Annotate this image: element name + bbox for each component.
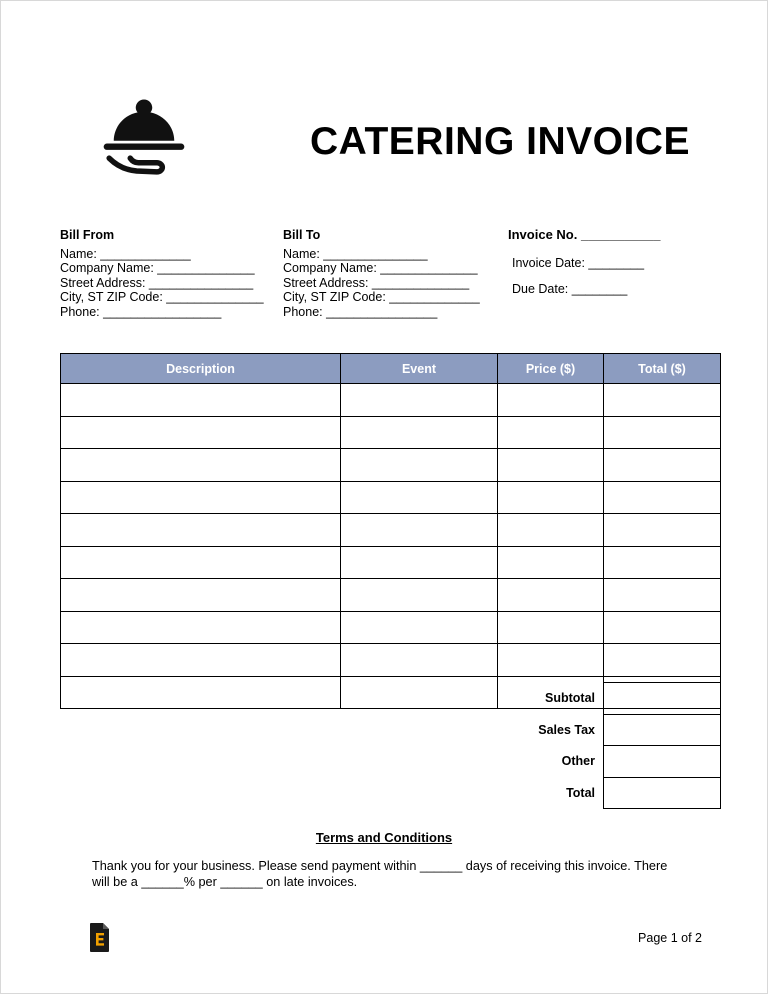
invoice-meta-block [508,228,661,297]
total-label: Total [566,785,595,800]
invoice-header [60,78,708,208]
cell-total[interactable] [604,579,721,612]
cell-event[interactable] [341,676,498,709]
cell-total[interactable] [604,449,721,482]
cell-total[interactable] [604,384,721,417]
page-number: Page 1 of 2 [638,931,702,945]
table-row[interactable] [61,449,721,482]
totals-row-sales-tax [486,714,721,746]
cell-event[interactable] [341,644,498,677]
invoice-number-field[interactable]: Invoice No. ___________ [508,227,661,242]
totals-row-total [486,777,721,809]
invoice-date-field[interactable]: Invoice Date: ________ [512,255,645,270]
cell-description[interactable] [61,384,341,417]
totals-row-subtotal [486,683,721,715]
cell-description[interactable] [61,416,341,449]
subtotal-value[interactable] [604,683,721,715]
table-body [61,384,721,709]
bill-from-name[interactable]: Name: _____________ [60,246,191,261]
bill-to-block [283,228,480,320]
column-header-event: Event [341,354,498,384]
page-title: CATERING INVOICE [310,120,690,163]
bill-from-company[interactable]: Company Name: ______________ [60,261,255,276]
column-header-price: Price ($) [498,354,604,384]
cell-total[interactable] [604,546,721,579]
terms-body: Thank you for your business. Please send payment within ______ days of receiving this invoice. There will be a ______% per ______ on late invoices. [92,859,668,889]
cell-description[interactable] [61,676,341,709]
bill-from-street[interactable]: Street Address: _______________ [60,275,254,290]
line-items-table [60,353,721,709]
column-header-description: Description [61,354,341,384]
other-value[interactable] [604,746,721,778]
cell-price[interactable] [498,579,604,612]
table-row[interactable] [61,546,721,579]
cell-event[interactable] [341,449,498,482]
bill-from-phone[interactable]: Phone: _________________ [60,304,222,319]
cell-price[interactable] [498,449,604,482]
cell-description[interactable] [61,579,341,612]
table-row[interactable] [61,644,721,677]
cell-description[interactable] [61,449,341,482]
cell-total[interactable] [604,514,721,547]
total-value[interactable] [604,777,721,809]
table-row[interactable] [61,384,721,417]
cell-price[interactable] [498,546,604,579]
cell-description[interactable] [61,546,341,579]
catering-cloche-icon [98,94,190,182]
cell-price[interactable] [498,644,604,677]
due-date-field[interactable]: Due Date: ________ [512,282,628,297]
cell-event[interactable] [341,384,498,417]
totals-row-other [486,746,721,778]
cell-event[interactable] [341,416,498,449]
table-row[interactable] [61,611,721,644]
cell-event[interactable] [341,546,498,579]
cell-event[interactable] [341,579,498,612]
subtotal-label: Subtotal [545,691,595,706]
bill-to-city[interactable]: City, ST ZIP Code: _____________ [283,290,480,305]
cell-description[interactable] [61,611,341,644]
totals-table [486,682,721,809]
sales-tax-label: Sales Tax [538,722,595,737]
eforms-document-icon [88,922,112,952]
table-row[interactable] [61,481,721,514]
bill-to-heading: Bill To [283,228,321,242]
cell-price[interactable] [498,514,604,547]
cell-description[interactable] [61,514,341,547]
cell-price[interactable] [498,481,604,514]
cell-price[interactable] [498,611,604,644]
table-row[interactable] [61,514,721,547]
cell-total[interactable] [604,416,721,449]
terms-title: Terms and Conditions [315,830,453,845]
table-row[interactable] [61,579,721,612]
cell-price[interactable] [498,416,604,449]
bill-from-block [60,228,264,320]
cell-total[interactable] [604,644,721,677]
cell-event[interactable] [341,481,498,514]
bill-to-phone[interactable]: Phone: ________________ [283,304,438,319]
cell-event[interactable] [341,514,498,547]
cell-price[interactable] [498,384,604,417]
column-header-total: Total ($) [604,354,721,384]
bill-to-company[interactable]: Company Name: ______________ [283,261,478,276]
cell-description[interactable] [61,481,341,514]
table-row[interactable] [61,416,721,449]
table-header-row [61,354,721,384]
bill-from-heading: Bill From [60,228,115,242]
bill-from-city[interactable]: City, ST ZIP Code: ______________ [60,290,264,305]
bill-to-street[interactable]: Street Address: ______________ [283,275,470,290]
cell-total[interactable] [604,611,721,644]
bill-to-name[interactable]: Name: _______________ [283,246,428,261]
other-label: Other [561,754,595,769]
cell-event[interactable] [341,611,498,644]
cell-total[interactable] [604,481,721,514]
cell-description[interactable] [61,644,341,677]
sales-tax-value[interactable] [604,714,721,746]
